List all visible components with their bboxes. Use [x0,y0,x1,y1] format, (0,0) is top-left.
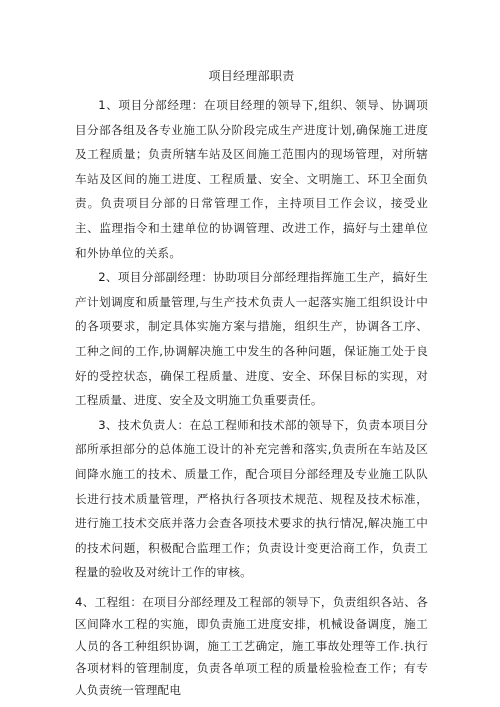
paragraph-engineering-team: 4、工程组：在项目分部经理及工程部的领导下，负责组织各站、各区间降水工程的实施，即负责施工进度安排，机械设备调度，施工人员的各工种组织协调，施工工艺确定，施工事故处理等工作.执行各项材料的管理制度，负责各单项工程的质量检验检查工作；有专人负责统一管理配电 [75,594,428,697]
page-title: 项目经理部职责 [208,69,295,83]
paragraph-technical-lead: 3、技术负责人：在总工程师和技术部的领导下，负责本项目分部所承担部分的总体施工设计的补充完善和落实,负责所在车站及区间降水施工的技术、质量工作，配合项目分部经理及专业施工队队长进行技术质量管理，严格执行各项技术规范、规程及技术标准，进行施工技术交底并落力会查各项技术要求的执行情况,解决施工中的技术问题，积极配合监理工作；负责设计变更洽商工作，负责工程量的验收及对统计工作的审核。 [75,417,428,580]
paragraph-section-manager: 1、项目分部经理：在项目经理的领导下,组织、领导、协调项目分部各组及各专业施工队分阶段完成生产进度计划,确保施工进度及工程质量；负责所辖车站及区间施工范围内的现场管理，对所辖车站及区间的施工进度、工程质量、安全、文明施工、环卫全面负责。负责项目分部的日常管理工作，主持项目工作会议，接受业主、监理指令和土建单位的协调管理、改进工作，搞好与土建单位和外协单位的关系。 [75,98,428,260]
paragraph-deputy-manager: 2、项目分部副经理：协助项目分部经理指挥施工生产，搞好生产计划调度和质量管理,与生产技术负责人一起落实施工组织设计中的各项要求，制定具体实施方案与措施，组织生产，协调各工序、工种之间的工作,协调解决施工中发生的各种问题，保证施工处于良好的受控状态，确保工程质量、进度、安全、环保目标的实现，对工程质量、进度、安全及文明施工负重要责任。 [75,270,428,408]
